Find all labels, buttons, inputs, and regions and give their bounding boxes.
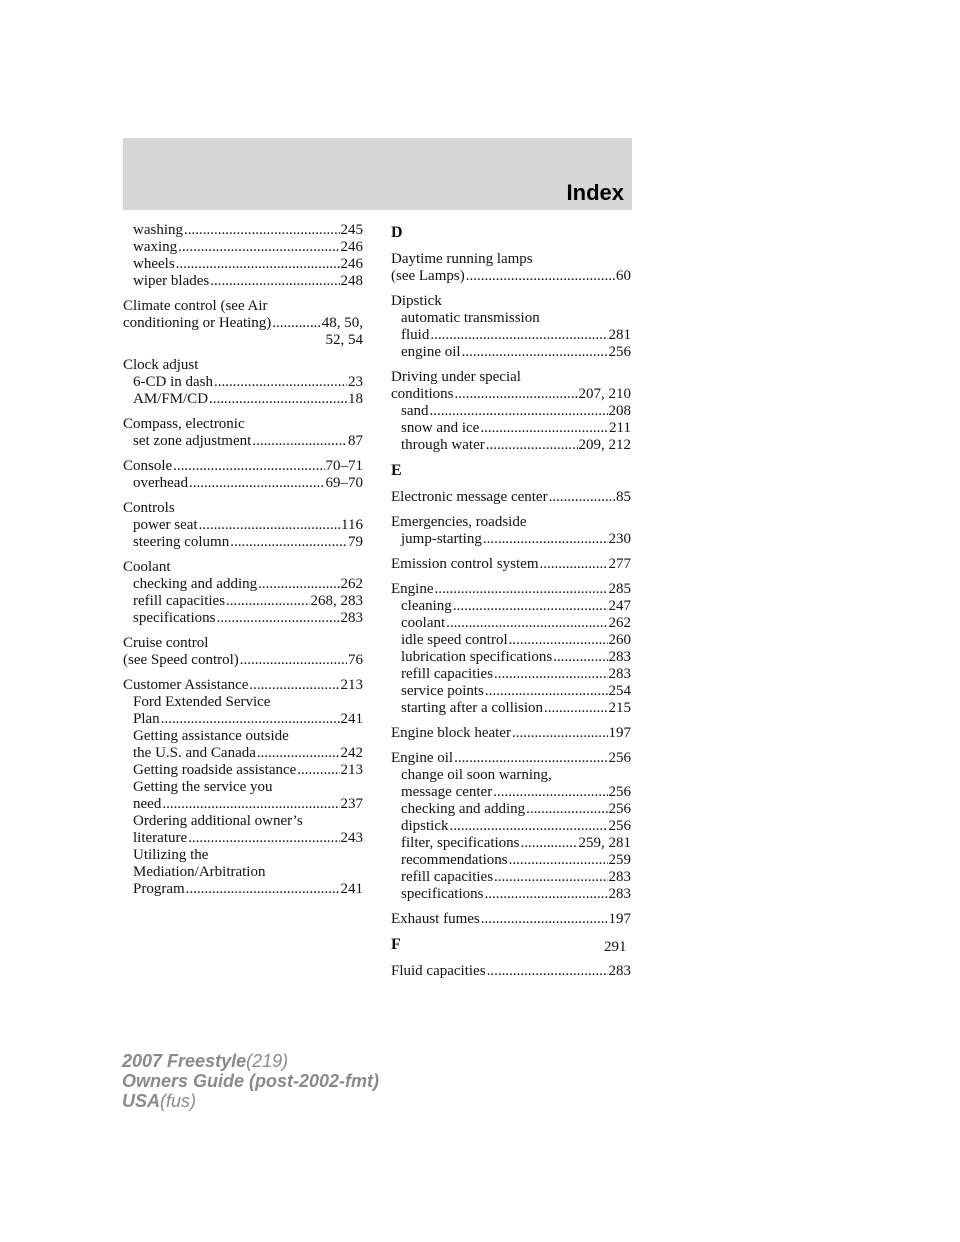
dot-leader [178,239,339,256]
index-term: Emergencies, roadside [391,514,527,530]
index-term: set zone adjustment [133,433,252,449]
dot-leader [450,818,608,835]
dot-leader [189,475,325,492]
page-reference: 262 [340,576,363,592]
index-subentry [123,391,363,408]
index-subentry [123,813,363,830]
index-term: Clock adjust [123,357,199,373]
index-line [123,635,363,652]
page-reference: 85 [616,489,631,505]
index-term: jump-starting [401,531,482,547]
page-reference: 256 [608,784,631,800]
footer [122,1051,379,1111]
index-subentry [391,327,631,344]
page-reference: 48, 50, [321,315,363,331]
dot-leader [186,881,340,898]
page-reference: 18 [348,391,363,407]
dot-leader [210,273,339,290]
page-reference: 87 [348,433,363,449]
page-reference: 60 [616,268,631,284]
dot-leader [216,610,339,627]
page-reference: 69–70 [325,475,363,491]
dot-leader [526,801,607,818]
dot-leader [184,222,340,239]
index-entry [391,251,631,285]
index-subentry [123,864,363,881]
dot-leader [430,403,608,420]
index-entry [123,559,363,627]
page-reference: 283 [608,869,631,885]
page-reference: 268, 283 [310,593,363,609]
dot-leader [494,666,607,683]
dot-leader [486,437,578,454]
index-term: refill capacities [133,593,226,609]
dot-leader [512,725,608,742]
dot-leader [161,711,340,728]
dot-leader [455,386,578,403]
index-column-right [391,222,631,988]
index-line [123,315,363,332]
index-term: sand [401,403,429,419]
index-term: service points [401,683,484,699]
dot-leader [493,784,607,801]
index-subentry [391,344,631,361]
index-line [391,293,631,310]
index-subentry [123,847,363,864]
index-term: Ford Extended Service [133,694,271,710]
dot-leader [494,869,607,886]
index-subentry [123,273,363,290]
index-term: wiper blades [133,273,210,289]
dot-leader [226,593,309,610]
index-subentry [391,835,631,852]
index-subentry [123,517,363,534]
index-subentry [391,615,631,632]
index-term: Engine oil [391,750,454,766]
page-reference: 241 [340,711,363,727]
page-reference: 285 [608,581,631,597]
index-line [391,963,631,980]
index-subentry [123,745,363,762]
dot-leader [209,391,347,408]
index-term: Console [123,458,173,474]
index-term: Plan [133,711,160,727]
index-term: Engine [391,581,434,597]
index-term: Coolant [123,559,171,575]
dot-leader [435,581,608,598]
index-subentry [391,801,631,818]
page-reference: 215 [608,700,631,716]
index-entry [123,298,363,349]
page-reference: 256 [608,801,631,817]
page-number: 291 [604,939,627,955]
index-subentry [391,531,631,548]
page-reference: 259 [608,852,631,868]
index-subentry [391,700,631,717]
index-letter-heading: F [391,936,401,953]
page-reference: 259, 281 [578,835,631,851]
index-term: change oil soon warning, [401,767,552,783]
index-term: engine oil [401,344,461,360]
page-reference: 70–71 [325,458,363,474]
index-term: dipstick [401,818,449,834]
dot-leader [214,374,347,391]
index-subentry [123,576,363,593]
dot-leader [453,598,608,615]
index-subentry [391,683,631,700]
page-reference: 256 [608,750,631,766]
index-term: need [133,796,162,812]
index-line [391,556,631,573]
page-reference: 283 [608,666,631,682]
index-term: overhead [133,475,188,491]
index-term: steering column [133,534,230,550]
index-line [123,332,363,349]
dot-leader [509,852,608,869]
index-term: checking and adding [401,801,526,817]
dot-leader [487,963,608,980]
footer-market-code: (fus) [160,1091,197,1111]
index-subentry [391,598,631,615]
index-subentry [391,784,631,801]
index-entry [123,458,363,492]
footer-title: 2007 Freestyle [122,1051,247,1071]
index-term: conditions [391,386,454,402]
index-line [123,298,363,315]
index-term: specifications [401,886,484,902]
index-term: the U.S. and Canada [133,745,256,761]
page-reference: 248 [340,273,363,289]
index-term: AM/FM/CD [133,391,209,407]
index-entry [391,489,631,506]
index-entry [391,725,631,742]
dot-leader [549,489,615,506]
index-line [123,677,363,694]
index-term: lubrication specifications [401,649,553,665]
page-reference: 283 [608,963,631,979]
page-reference: 207, 210 [578,386,631,402]
index-term: Driving under special [391,369,521,385]
index-term: literature [133,830,188,846]
index-letter-heading: E [391,462,402,479]
index-subentry [123,728,363,745]
index-term: Fluid capacities [391,963,486,979]
index-term: checking and adding [133,576,258,592]
index-subentry [123,694,363,711]
index-entry [391,750,631,903]
index-subentry [391,437,631,454]
page-reference: 281 [608,327,631,343]
index-entry [391,911,631,928]
dot-leader [230,534,347,551]
index-line [391,489,631,506]
dot-leader [430,327,607,344]
dot-leader [481,911,608,928]
index-term: Ordering additional owner’s [133,813,303,829]
dot-leader [485,683,608,700]
page-reference: 208 [608,403,631,419]
index-entry [123,677,363,898]
page-reference: 277 [608,556,631,572]
page-reference: 76 [348,652,363,668]
index-line [391,251,631,268]
dot-leader [553,649,607,666]
dot-leader [173,458,324,475]
index-entry [391,293,631,361]
index-subentry [123,881,363,898]
index-subentry [123,796,363,813]
index-term: Electronic message center [391,489,548,505]
index-term: Getting assistance outside [133,728,289,744]
index-term: through water [401,437,485,453]
index-subentry [391,818,631,835]
index-subentry [123,475,363,492]
index-entry [391,963,631,980]
index-term: filter, specifications [401,835,520,851]
dot-leader [462,344,608,361]
index-letter-heading: D [391,224,403,241]
index-term: coolant [401,615,446,631]
index-line [123,500,363,517]
index-line [123,458,363,475]
index-term: message center [401,784,493,800]
page-reference: 256 [608,818,631,834]
dot-leader [544,700,607,717]
index-term: waxing [133,239,178,255]
index-entry [123,357,363,408]
page-reference: 23 [348,374,363,390]
dot-leader [249,677,339,694]
index-line [123,416,363,433]
index-subentry [123,534,363,551]
index-term: (see Lamps) [391,268,465,284]
dot-leader [257,745,340,762]
index-term: recommendations [401,852,508,868]
page-reference: 283 [340,610,363,626]
index-subentry [391,310,631,327]
page-reference: 243 [340,830,363,846]
index-line [391,386,631,403]
index-term: Program [133,881,185,897]
index-term: specifications [133,610,216,626]
index-subentry [123,433,363,450]
index-entry [391,369,631,454]
index-term: cleaning [401,598,452,614]
index-term: Mediation/Arbitration [133,864,266,880]
page-reference: 213 [340,762,363,778]
index-line [123,652,363,669]
dot-leader [272,315,320,332]
dot-leader [258,576,339,593]
dot-leader [188,830,339,847]
index-term: Emission control system [391,556,539,572]
dot-leader [480,420,608,437]
page-reference: 246 [340,256,363,272]
index-term: starting after a collision [401,700,544,716]
footer-market: USA [122,1091,161,1111]
page-reference: 213 [340,677,363,693]
index-subentry [391,852,631,869]
index-entry [123,635,363,669]
index-term: (see Speed control) [123,652,239,668]
page-reference: 283 [608,649,631,665]
index-line [391,911,631,928]
index-subentry [391,403,631,420]
index-term: Dipstick [391,293,442,309]
index-term: Cruise control [123,635,209,651]
index-term: Engine block heater [391,725,511,741]
dot-leader [540,556,608,573]
page-reference: 79 [348,534,363,550]
index-term: 52, 54 [325,332,363,348]
index-term: idle speed control [401,632,508,648]
header-band [123,138,632,210]
index-subentry [123,610,363,627]
page-reference: 211 [609,420,631,436]
dot-leader [240,652,347,669]
index-subentry [391,649,631,666]
index-entry [123,222,363,290]
page-reference: 245 [340,222,363,238]
index-term: power seat [133,517,198,533]
index-term: refill capacities [401,666,494,682]
index-line [123,559,363,576]
index-term: 6-CD in dash [133,374,213,390]
footer-code: (219) [246,1051,289,1071]
index-subentry [123,762,363,779]
index-subentry [391,666,631,683]
index-subentry [123,239,363,256]
page-reference: 197 [608,725,631,741]
dot-leader [199,517,340,534]
index-subentry [123,256,363,273]
index-line [123,357,363,374]
page-reference: 197 [608,911,631,927]
dot-leader [466,268,615,285]
index-line [391,750,631,767]
dot-leader [484,886,607,903]
page-reference: 209, 212 [578,437,631,453]
index-line [391,581,631,598]
index-term: washing [133,222,183,238]
index-term: Exhaust fumes [391,911,480,927]
dot-leader [297,762,339,779]
page-reference: 260 [608,632,631,648]
index-term: Climate control (see Air [123,298,268,314]
index-term: snow and ice [401,420,480,436]
index-subentry [123,779,363,796]
page-reference: 237 [340,796,363,812]
index-term: Utilizing the [133,847,209,863]
index-subentry [391,632,631,649]
index-subentry [123,593,363,610]
index-subentry [391,886,631,903]
index-subentry [391,767,631,784]
index-line [391,268,631,285]
page-reference: 262 [608,615,631,631]
index-term: fluid [401,327,430,343]
index-line [391,725,631,742]
page-title: Index [566,180,624,205]
dot-leader [252,433,347,450]
page-reference: 241 [340,881,363,897]
index-term: refill capacities [401,869,494,885]
dot-leader [176,256,340,273]
footer-guide: Owners Guide (post-2002-fmt) [122,1071,380,1091]
index-subentry [391,869,631,886]
index-entry [123,500,363,551]
index-line [391,514,631,531]
index-term: Customer Assistance [123,677,249,693]
dot-leader [454,750,607,767]
index-term: Getting the service you [133,779,273,795]
index-subentry [123,374,363,391]
dot-leader [483,531,608,548]
page-reference: 256 [608,344,631,360]
dot-leader [162,796,339,813]
page-reference: 116 [341,517,363,533]
page-reference: 230 [608,531,631,547]
index-line [391,369,631,386]
index-entry [391,556,631,573]
index-term: Compass, electronic [123,416,245,432]
index-entry [123,416,363,450]
index-subentry [123,222,363,239]
index-subentry [123,830,363,847]
index-term: conditioning or Heating) [123,315,272,331]
page-reference: 246 [340,239,363,255]
index-term: wheels [133,256,175,272]
index-subentry [123,711,363,728]
index-term: Getting roadside assistance [133,762,297,778]
page-reference: 247 [608,598,631,614]
dot-leader [509,632,608,649]
index-term: Daytime running lamps [391,251,533,267]
index-entry [391,581,631,717]
index-entry [391,514,631,548]
dot-leader [446,615,607,632]
page-reference: 254 [608,683,631,699]
page-reference: 283 [608,886,631,902]
index-column-left [123,222,363,906]
index-term: Controls [123,500,175,516]
index-term: automatic transmission [401,310,540,326]
page-reference: 242 [340,745,363,761]
dot-leader [521,835,578,852]
index-subentry [391,420,631,437]
